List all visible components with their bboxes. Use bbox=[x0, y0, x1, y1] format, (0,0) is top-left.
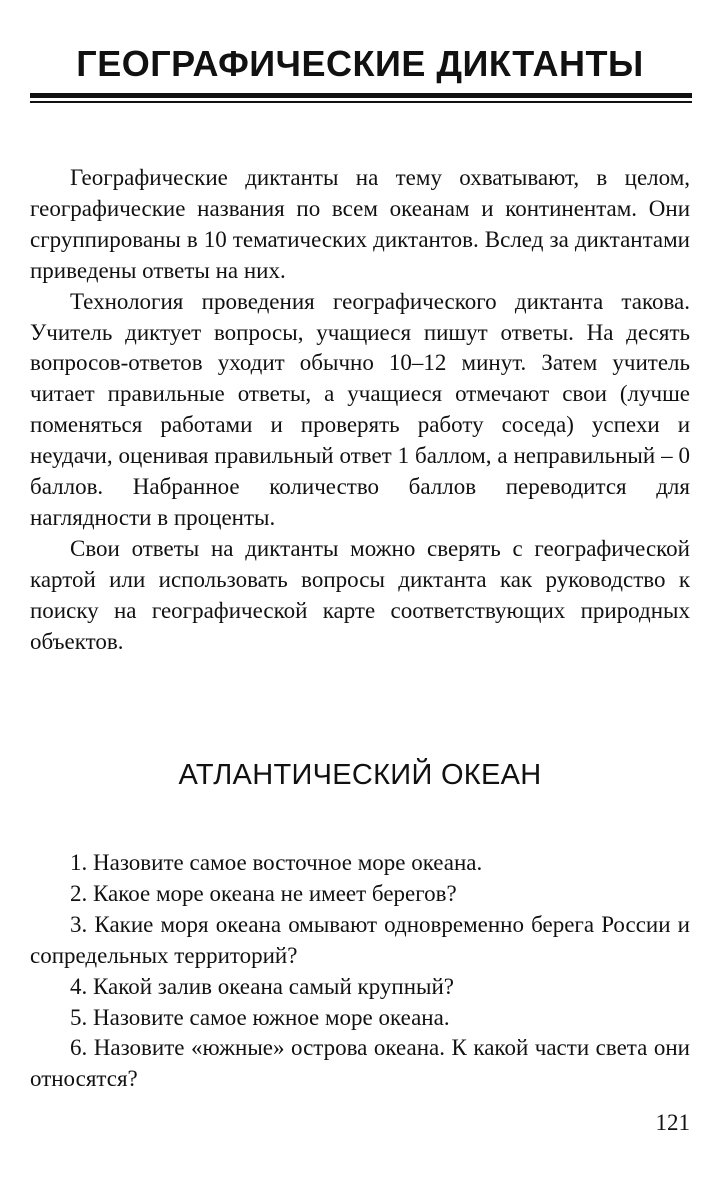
question-item-3: 3. Какие моря океана омывают одновременно берега России и сопредельных территорий? bbox=[30, 911, 690, 968]
page-header-title: ГЕОГРАФИЧЕСКИЕ ДИКТАНТЫ bbox=[76, 43, 644, 84]
intro-paragraph-1: Географические диктанты на тему охватывают, в целом, географические названия по всем океанам и континентам. Они сгруппированы в 10 тематических диктантов. Вслед за диктантами приведены ответы на них. bbox=[30, 165, 690, 283]
section-title: АТЛАНТИЧЕСКИЙ ОКЕАН bbox=[178, 759, 542, 791]
question-list bbox=[30, 848, 690, 1095]
header-rule-thin bbox=[30, 101, 692, 103]
question-item-4: 4. Какой залив океана самый крупный? bbox=[70, 973, 454, 999]
question-item-2: 2. Какое море океана не имеет берегов? bbox=[70, 880, 457, 906]
header-rule-thick bbox=[30, 93, 692, 98]
question-item-1: 1. Назовите самое восточное море океана. bbox=[70, 850, 483, 875]
intro-paragraph-3: Свои ответы на диктанты можно сверять с географической картой или использовать вопросы диктанта как руководство к поиску на географической карте соответствующих природных объектов. bbox=[30, 535, 690, 654]
intro-paragraph-2: Технология проведения географического диктанта такова. Учитель диктует вопросы, учащиеся пишут ответы. На десять вопросов-ответов уходит обычно 10–12 минут. Затем учитель читает правильные ответы, а учащиеся отмечают свои (лучше поменяться работами и проверять работу соседа) успехи и неудачи, оценивая правильный ответ 1 баллом, а неправильный – 0 баллов. Набранное количество баллов переводится для наглядности в проценты. bbox=[30, 288, 690, 530]
question-item-5: 5. Назовите самое южное море океана. bbox=[70, 1004, 450, 1030]
question-item-6: 6. Назовите «южные» острова океана. К какой части света они относятся? bbox=[30, 1035, 690, 1092]
intro-text bbox=[30, 163, 690, 658]
page-number: 121 bbox=[655, 1110, 690, 1135]
